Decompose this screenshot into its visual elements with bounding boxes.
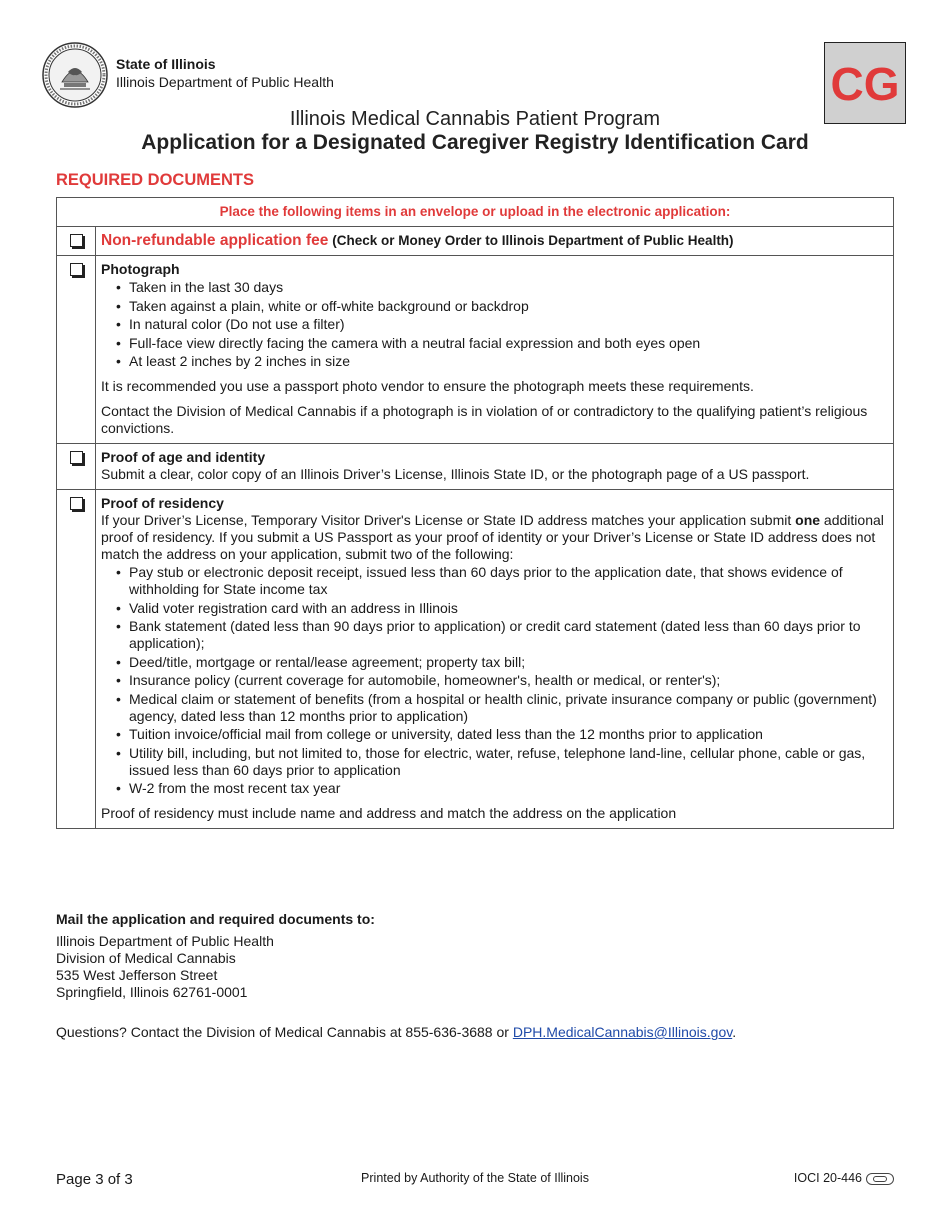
address-line: 535 West Jefferson Street: [56, 967, 218, 983]
residency-row: [57, 490, 894, 829]
page-number: Page 3 of 3: [56, 1171, 133, 1188]
fee-content: [96, 227, 894, 256]
list-item: • Deed/title, mortgage or rental/lease agreement; property tax bill;: [129, 654, 885, 671]
department-name: Illinois Department of Public Health: [116, 74, 334, 90]
agency-block: [116, 55, 334, 91]
age-identity-content: [96, 444, 894, 490]
required-documents-heading: REQUIRED DOCUMENTS: [56, 171, 255, 189]
instruction-text: Place the following items in an envelope or upload in the electronic application:: [57, 198, 894, 227]
list-item: • Taken in the last 30 days: [129, 279, 885, 296]
form-code-text: IOCI 20-446: [793, 1171, 862, 1185]
address-line: Division of Medical Cannabis: [56, 950, 236, 966]
state-seal-icon: [42, 42, 108, 108]
mailing-address: [56, 933, 274, 1001]
list-item: • Pay stub or electronic deposit receipt, issued less than 60 days prior to the application date, that shows evidence of withholding for State income tax: [129, 564, 885, 598]
residency-intro: [101, 512, 885, 563]
form-code: [794, 1171, 894, 1185]
questions-line: [56, 1024, 736, 1040]
photograph-checkbox-cell: [57, 256, 96, 444]
printed-by-note: Printed by Authority of the State of Illinois: [361, 1171, 589, 1185]
list-item: • Insurance policy (current coverage for automobile, homeowner's, health or medical, or renter's);: [129, 672, 885, 689]
questions-text: Questions? Contact the Division of Medical Cannabis at 855-636-3688 or: [56, 1024, 513, 1040]
list-item: • W-2 from the most recent tax year: [129, 780, 885, 797]
instruction-row: [57, 198, 894, 227]
residency-intro-bold: one: [795, 512, 821, 528]
list-item: • Valid voter registration card with an address in Illinois: [129, 600, 885, 617]
fee-note: (Check or Money Order to Illinois Department of Public Health): [332, 233, 734, 248]
checkbox-icon[interactable]: [70, 451, 83, 464]
age-identity-row: [57, 444, 894, 490]
list-item: • Full-face view directly facing the camera with a neutral facial expression and both eyes open: [129, 335, 885, 352]
address-line: Illinois Department of Public Health: [56, 933, 274, 949]
list-item: • Taken against a plain, white or off-white background or backdrop: [129, 298, 885, 315]
photograph-requirements: [101, 279, 885, 370]
residency-checkbox-cell: [57, 490, 96, 829]
list-item: • Bank statement (dated less than 90 days prior to application) or credit card statement (dated less than 60 days prior to application);: [129, 618, 885, 652]
checkbox-icon[interactable]: [70, 234, 83, 247]
list-item: • Medical claim or statement of benefits (from a hospital or health clinic, private insurance company or public (government) agency, dated less than 12 months prior to application): [129, 691, 885, 725]
union-bug-icon: [866, 1173, 894, 1185]
photograph-religious-note: Contact the Division of Medical Cannabis if a photograph is in violation of or contradictory to the qualifying patient’s religious convictions.: [101, 403, 868, 436]
age-identity-checkbox-cell: [57, 444, 96, 490]
photograph-title: Photograph: [101, 261, 180, 277]
mailing-heading: Mail the application and required documents to:: [56, 911, 375, 927]
checkbox-icon[interactable]: [70, 263, 83, 276]
email-link[interactable]: DPH.MedicalCannabis@Illinois.gov: [512, 1024, 733, 1040]
address-line: Springfield, Illinois 62761-0001: [56, 984, 248, 1000]
list-item: • In natural color (Do not use a filter): [129, 316, 885, 333]
residency-options: [101, 564, 885, 797]
photograph-row: [57, 256, 894, 444]
residency-intro-start: If your Driver’s License, Temporary Visitor Driver's License or State ID address matches your application submit: [101, 512, 796, 528]
questions-end: .: [732, 1024, 737, 1040]
fee-title: Non-refundable application fee: [101, 232, 329, 249]
fee-checkbox-cell: [57, 227, 96, 256]
program-name: Illinois Medical Cannabis Patient Program: [289, 108, 661, 130]
state-name: State of Illinois: [116, 56, 216, 72]
form-badge: CG: [824, 42, 906, 124]
photograph-recommendation: It is recommended you use a passport photo vendor to ensure the photograph meets these requirements.: [101, 378, 754, 394]
photograph-content: [96, 256, 894, 444]
fee-row: [57, 227, 894, 256]
residency-title: Proof of residency: [101, 495, 224, 511]
residency-content: [96, 490, 894, 829]
checkbox-icon[interactable]: [70, 497, 83, 510]
age-identity-text: Submit a clear, color copy of an Illinois Driver’s License, Illinois State ID, or the photograph page of a US passport.: [101, 466, 810, 482]
list-item: • At least 2 inches by 2 inches in size: [129, 353, 885, 370]
list-item: • Tuition invoice/official mail from college or university, dated less than the 12 months prior to application: [129, 726, 885, 743]
required-documents-table: [56, 197, 894, 829]
page-title: Application for a Designated Caregiver Registry Identification Card: [141, 131, 809, 154]
residency-intro-end: additional proof of residency. If you submit a US Passport as your proof of identity or your Driver’s License or State ID address does not match the address on your application, submit two of the following:: [101, 512, 884, 562]
residency-closing: Proof of residency must include name and address and match the address on the application: [101, 805, 677, 821]
list-item: • Utility bill, including, but not limited to, those for electric, water, refuse, telephone land-line, cellular phone, cable or gas, issued less than 60 days prior to application: [129, 745, 885, 779]
age-identity-title: Proof of age and identity: [101, 449, 266, 465]
